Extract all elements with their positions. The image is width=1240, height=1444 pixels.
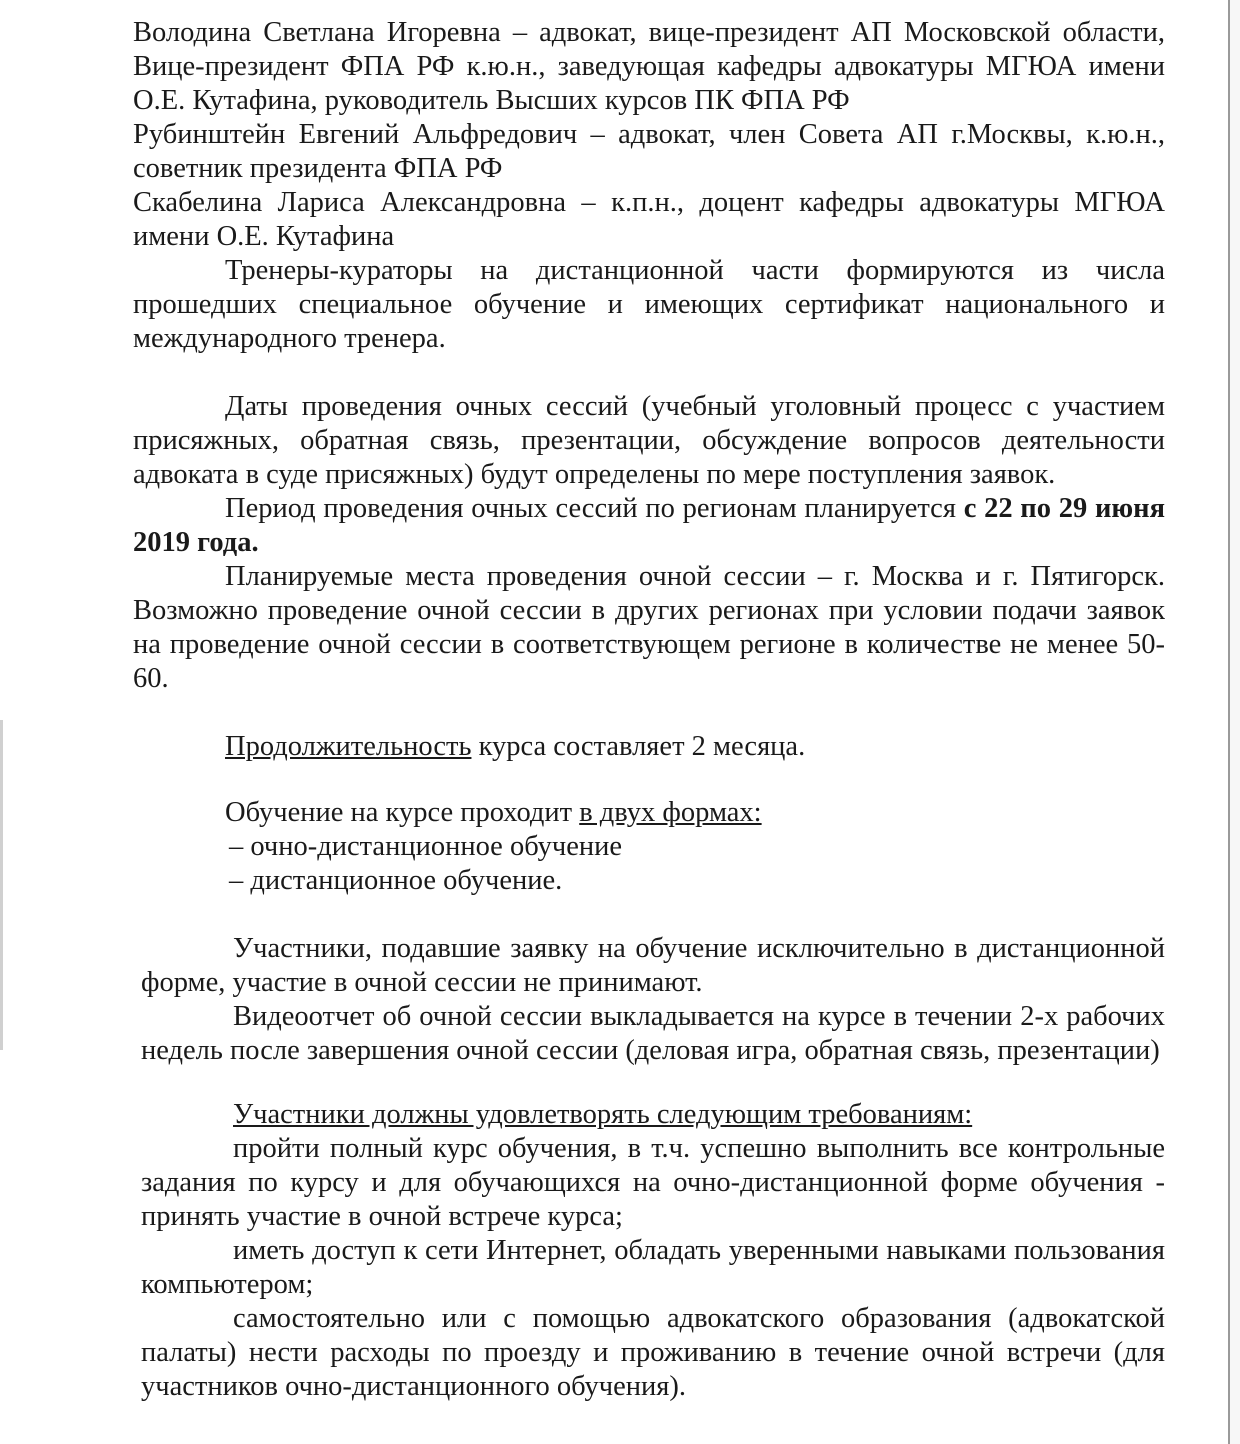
paragraph-distance-only: Участники, подавшие заявку на обучение исключительно в дистанционной форме, участие в очной сессии не принимают. bbox=[141, 933, 1165, 998]
requirements-heading-text: Участники должны удовлетворять следующим требованиям: bbox=[233, 1099, 973, 1130]
requirement-2: иметь доступ к сети Интернет, обладать уверенными навыками пользования компьютером; bbox=[141, 1235, 1165, 1300]
session-period-text: Период проведения очных сессий по регионам планируется bbox=[225, 493, 964, 524]
forms-text: Обучение на курсе проходит bbox=[225, 797, 580, 828]
paragraph-duration bbox=[133, 730, 1165, 764]
paragraph-session-period bbox=[133, 492, 1165, 560]
list-item-form-1: – очно-дистанционное обучение bbox=[229, 831, 623, 862]
paragraph-trainers: Тренеры-кураторы на дистанционной части формируются из числа прошедших специальное обучение и имеющих сертификат национального и международного тренера. bbox=[133, 255, 1165, 354]
scan-artifact bbox=[0, 720, 3, 1050]
list-item-form-2: – дистанционное обучение. bbox=[229, 865, 563, 896]
paragraph-volodina: Володина Светлана Игоревна – адвокат, вице-президент АП Московской области, Вице-президент ФПА РФ к.ю.н., заведующая кафедры адвокатуры МГЮА имени О.Е. Кутафина, руководитель Высших курсов ПК ФПА РФ bbox=[133, 17, 1165, 116]
requirements-heading bbox=[141, 1098, 1165, 1132]
paragraph-session-places: Планируемые места проведения очной сессии – г. Москва и г. Пятигорск. Возможно проведение очной сессии в других регионах при условии подачи заявок на проведение очной сессии в соответствующем регионе в количестве не менее 50-60. bbox=[133, 561, 1165, 694]
paragraph-skabelina: Скабелина Лариса Александровна – к.п.н., доцент кафедры адвокатуры МГЮА имени О.Е. Кутафина bbox=[133, 187, 1165, 252]
document-body bbox=[133, 16, 1165, 1404]
paragraph-session-dates: Даты проведения очных сессий (учебный уголовный процесс с участием присяжных, обратная связь, презентации, обсуждение вопросов деятельности адвоката в суде присяжных) будут определены по мере поступления заявок. bbox=[133, 391, 1165, 490]
paragraph-rubinshtein: Рубинштейн Евгений Альфредович – адвокат, член Совета АП г.Москвы, к.ю.н., советник президента ФПА РФ bbox=[133, 119, 1165, 184]
duration-label: Продолжительность bbox=[225, 731, 472, 762]
duration-text: курса составляет 2 месяца. bbox=[471, 731, 806, 762]
paragraph-video-report: Видеоотчет об очной сессии выкладывается на курсе в течении 2-х рабочих недель после завершения очной сессии (деловая игра, обратная связь, презентации) bbox=[141, 1001, 1165, 1066]
requirement-1: пройти полный курс обучения, в т.ч. успешно выполнить все контрольные задания по курсу и для обучающихся на очно-дистанционной форме обучения - принять участие в очной встрече курса; bbox=[141, 1133, 1165, 1232]
forms-label: в двух формах: bbox=[579, 797, 762, 828]
requirement-3: самостоятельно или с помощью адвокатского образования (адвокатской палаты) нести расходы по проезду и проживанию в течение очной встречи (для участников очно-дистанционного обучения). bbox=[141, 1303, 1165, 1402]
page-edge bbox=[1228, 0, 1240, 1444]
session-period-dates: с 22 по 29 июня 2019 года. bbox=[133, 493, 1165, 558]
paragraph-forms bbox=[133, 796, 1165, 830]
